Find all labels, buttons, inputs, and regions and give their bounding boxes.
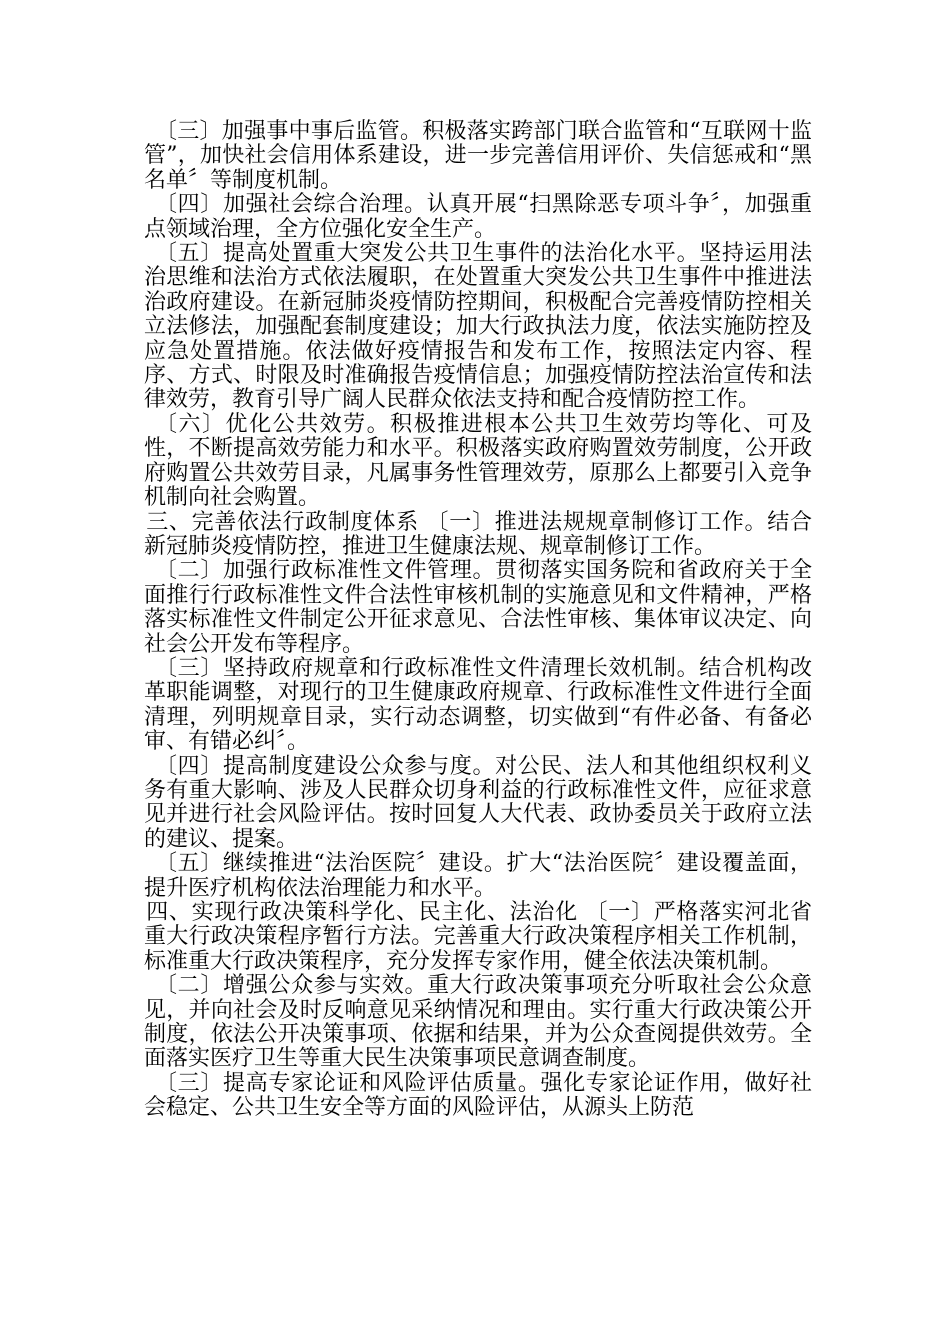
paragraph-expert-review: 〔三〕提高专家论证和风险评估质量。强化专家论证作用，做好社会稳定、公共卫生安全等方面的风险评估，从源头上防范 bbox=[144, 1070, 812, 1121]
paragraph-section-three: 三、完善依法行政制度体系 〔一〕推进法规规章制修订工作。结合新冠肺炎疫情防控，推进卫生健康法规、规章制修订工作。 bbox=[144, 509, 812, 559]
paragraph-public-health-rule-of-law: 〔五〕提高处置重大突发公共卫生事件的法治化水平。坚持运用法治思维和法治方式依法履职，在处置重大突发公共卫生事件中推进法治政府建设。在新冠肺炎疫情防控期间，积极配合完善疫情防控相关立法修法，加强配套制度建设；加大行政执法力度，依法实施防控及应急处置措施。依法做好疫情报告和发布工作，按照法定内容、程序、方式、时限及时准确报告疫情信息；加强疫情防控法治宣传和法律效劳，教育引导广阔人民群众依法支持和配合疫情防控工作。 bbox=[144, 241, 812, 413]
paragraph-rule-of-law-hospital: 〔五〕继续推进“法治医院〞建设。扩大“法治医院〞建设覆盖面，提升医疗机构依法治理能力和水平。 bbox=[144, 851, 812, 901]
paragraph-social-governance: 〔四〕加强社会综合治理。认真开展“扫黑除恶专项斗争〞，加强重点领域治理，全方位强化安全生产。 bbox=[144, 192, 812, 242]
paragraph-supervision: 〔三〕加强事中事后监管。积极落实跨部门联合监管和“互联网十监管”，加快社会信用体系建设，进一步完善信用评价、失信惩戒和“黑名单〞等制度机制。 bbox=[144, 119, 812, 193]
paragraph-public-service: 〔六〕优化公共效劳。积极推进根本公共卫生效劳均等化、可及性，不断提高效劳能力和水平。积极落实政府购置效劳制度，公开政府购置公共效劳目录，凡属事务性管理效劳，原那么上都要引入竞争机制向社会购置。 bbox=[144, 411, 812, 511]
paragraph-normative-documents: 〔二〕加强行政标准性文件管理。贯彻落实国务院和省政府关于全面推行行政标准性文件合法性审核机制的实施意见和文件精神，严格落实标准性文件制定公开征求意见、合法性审核、集体审议决定、向社会公开发布等程序。 bbox=[144, 558, 812, 657]
paragraph-public-participation: 〔四〕提高制度建设公众参与度。对公民、法人和其他组织权利义务有重大影响、涉及人民群众切身利益的行政标准性文件，应征求意见并进行社会风险评估。按时回复人大代表、政协委员关于政府立法的建议、提案。 bbox=[144, 753, 812, 852]
paragraph-section-four: 四、实现行政决策科学化、民主化、法治化 〔一〕严格落实河北省重大行政决策程序暂行方法。完善重大行政决策程序相关工作机制，标准重大行政决策程序，充分发挥专家作用，健全依法决策机制。 bbox=[144, 900, 812, 974]
paragraph-cleanup-mechanism: 〔三〕坚持政府规章和行政标准性文件清理长效机制。结合机构改革职能调整，对现行的卫生健康政府规章、行政标准性文件进行全面清理，列明规章目录，实行动态调整，切实做到“有件必备、有备必审、有错必纠〞。 bbox=[144, 655, 812, 755]
paragraph-participation-effectiveness: 〔二〕增强公众参与实效。重大行政决策事项充分听取社会公众意见，并向社会及时反响意见采纳情况和理由。实行重大行政决策公开制度，依法公开决策事项、依据和结果，并为公众查阅提供效劳。全面落实医疗卫生等重大民生决策事项民意调查制度。 bbox=[144, 973, 812, 1072]
document-body bbox=[144, 120, 812, 1121]
